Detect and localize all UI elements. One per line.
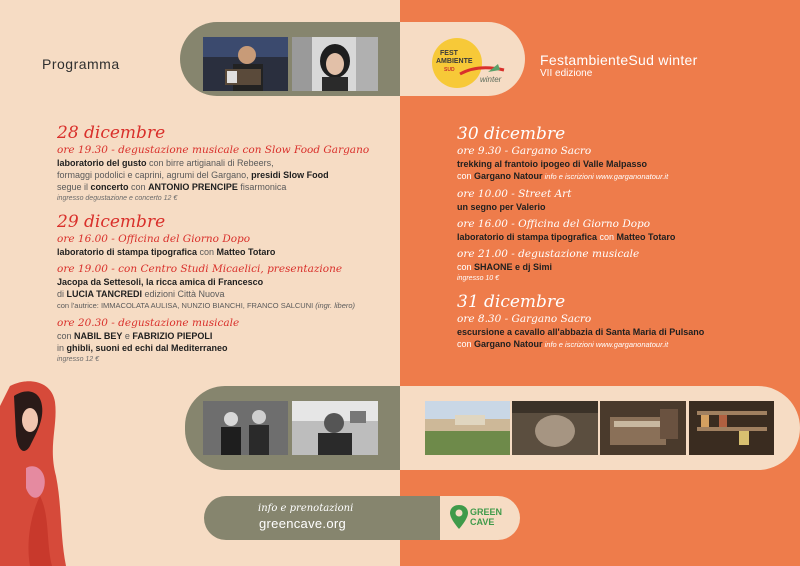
event-line: formaggi podolici e caprini, agrumi del Gargano, presidi Slow Food	[57, 170, 329, 180]
event-line: laboratorio di stampa tipografica con Matteo Totaro	[457, 232, 676, 242]
event-time: ore 16.00 - Officina del Giorno Dopo	[457, 218, 651, 230]
info-label: info e prenotazioni	[258, 503, 354, 514]
photo-musicians-duo	[203, 401, 288, 455]
event-line: con Gargano Natour info e iscrizioni www.garganonatour.it	[457, 171, 669, 181]
event-line: con NABIL BEY e FABRIZIO PIEPOLI	[57, 331, 213, 341]
event-line: Jacopa da Settesoli, la ricca amica di Francesco	[57, 277, 264, 287]
event-line: laboratorio di stampa tipografica con Matteo Totaro	[57, 247, 276, 257]
event-line: trekking al frantoio ipogeo di Valle Malpasso	[457, 159, 648, 169]
event-price-note: ingresso degustazione e concerto 12 €	[57, 195, 178, 202]
programma-title: Programma	[42, 56, 120, 72]
event-line: laboratorio del gusto con birre artigianali di Rebeers,	[57, 158, 274, 168]
event-date: 31 dicembre	[457, 292, 566, 312]
website-link[interactable]: greencave.org	[259, 516, 347, 531]
event-time: ore 9.30 - Gargano Sacro	[457, 145, 592, 157]
event-time: ore 19.30 - degustazione musicale con Slow Food Gargano	[57, 144, 370, 156]
event-time: ore 19.00 - con Centro Studi Micaelici, presentazione	[57, 263, 343, 275]
photo-author-portrait	[292, 37, 378, 91]
logo-text-winter: winter	[480, 75, 502, 84]
logo-text-sud: SUD	[444, 67, 455, 73]
greencave-text-green: GREEN	[470, 507, 503, 517]
photo-artist-bw	[292, 401, 378, 455]
photo-ancient-mill	[512, 401, 598, 455]
greencave-text-cave: CAVE	[470, 517, 495, 527]
location-pin-icon	[450, 505, 468, 529]
event-line: con Gargano Natour info e iscrizioni www.garganonatour.it	[457, 339, 669, 349]
greencave-logo	[450, 503, 510, 535]
event-line: con l'autrice: IMMACOLATA AULISA, NUNZIO BIANCHI, FRANCO SALCUNI (ingr. libero)	[57, 301, 356, 310]
event-time: ore 21.00 - degustazione musicale	[457, 248, 640, 260]
event-price-note: ingresso 12 €	[57, 356, 100, 363]
event-line: di LUCIA TANCREDI edizioni Città Nuova	[57, 289, 225, 299]
right-program-column	[457, 124, 792, 351]
festambiente-logo	[432, 38, 512, 90]
event-line: in ghibli, suoni ed echi dal Mediterraneo	[57, 343, 228, 353]
event-time: ore 8.30 - Gargano Sacro	[457, 313, 592, 325]
woman-illustration	[0, 376, 80, 566]
event-time: ore 10.00 - Street Art	[457, 188, 572, 200]
left-program-column	[57, 123, 392, 365]
logo-text-ambiente: AMBIENTE	[436, 58, 473, 65]
event-price-note: ingresso 10 €	[457, 275, 500, 282]
festival-edition: VII edizione	[540, 68, 593, 79]
logo-text-fest: FEST	[440, 50, 458, 57]
event-line: segue il concerto con ANTONIO PRENCIPE fisarmonica	[57, 182, 287, 192]
event-date: 30 dicembre	[457, 124, 566, 144]
event-date: 29 dicembre	[57, 212, 166, 232]
photo-accordion-player	[203, 37, 288, 91]
event-date: 28 dicembre	[57, 123, 166, 143]
photo-gargano-landscape	[425, 401, 510, 455]
photo-printing-workshop	[600, 401, 686, 455]
event-line: escursione a cavallo all'abbazia di Santa Maria di Pulsano	[457, 327, 705, 337]
event-time: ore 16.00 - Officina del Giorno Dopo	[57, 233, 251, 245]
event-line: con SHAONE e dj Simi	[457, 262, 553, 272]
photo-shop-interior	[689, 401, 774, 455]
event-time: ore 20.30 - degustazione musicale	[57, 317, 240, 329]
event-line: un segno per Valerio	[457, 202, 546, 212]
festival-title: FestambienteSud winter	[540, 52, 698, 68]
